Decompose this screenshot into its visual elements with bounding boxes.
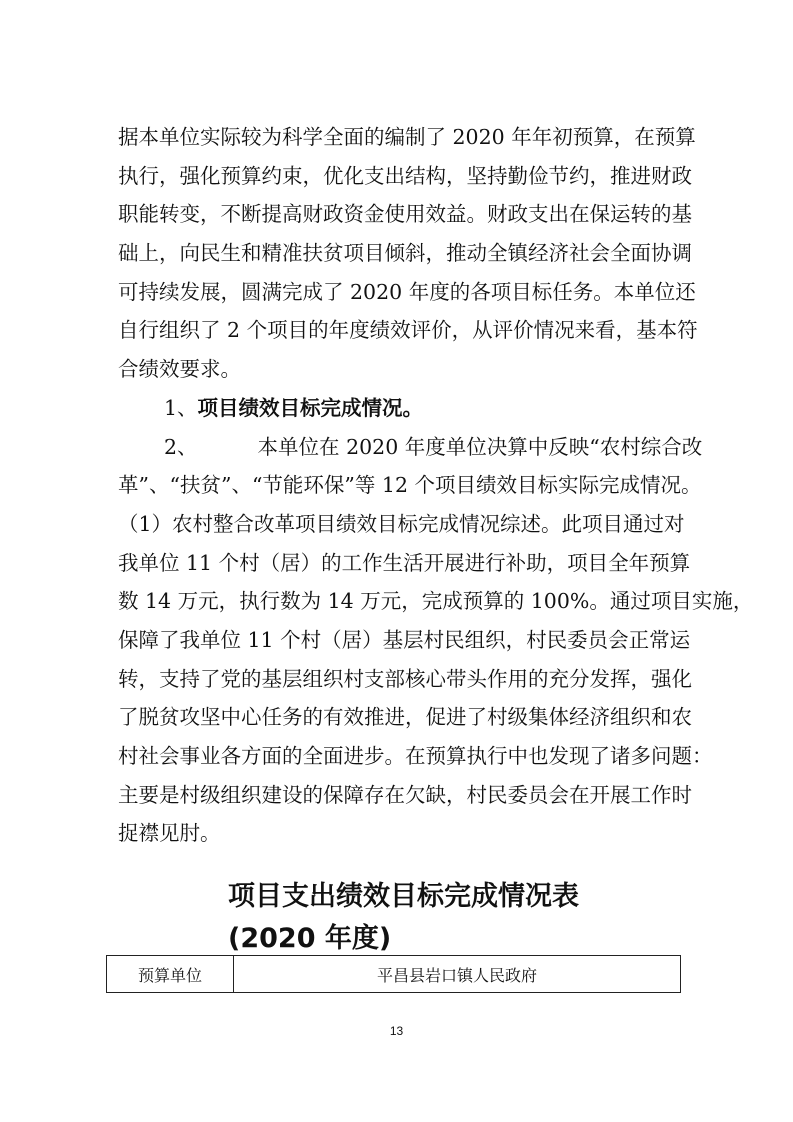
text-line: 据本单位实际较为科学全面的编制了 2020 年年初预算，在预算 [118, 125, 696, 149]
performance-table [106, 955, 681, 993]
body-text [118, 118, 754, 853]
text-line: 自行组织了 2 个项目的年度绩效评价，从评价情况来看，基本符 [118, 318, 698, 343]
text-line: 转，支持了党的基层组织村支部核心带头作用的充分发挥，强化 [118, 666, 692, 691]
text-line: 合绩效要求。 [118, 357, 241, 382]
paragraph-2-first-line [118, 428, 703, 467]
text-line: 本单位在 2020 年度单位决算中反映“农村综合改 [257, 434, 703, 459]
text-line: 数 14 万元，执行数为 14 万元，完成预算的 100%。通过项目实施， [118, 589, 754, 614]
heading-text: 项目绩效目标完成情况。 [197, 395, 424, 420]
table-row [107, 956, 681, 993]
table-value-cell: 平昌县岩口镇人民政府 [234, 956, 681, 993]
text-line: 可持续发展，圆满完成了 2020 年度的各项目标任务。本单位还 [118, 279, 696, 304]
table-subtitle: (2020 年度) [228, 923, 392, 954]
table-label-cell: 预算单位 [107, 956, 234, 993]
text-line: 保障了我单位 11 个村（居）基层村民组织，村民委员会正常运 [118, 627, 691, 652]
text-line: 职能转变，不断提高财政资金使用效益。财政支出在保运转的基 [118, 202, 692, 227]
paragraph-number: 2、 [164, 434, 198, 459]
text-line: 了脱贫攻坚中心任务的有效推进，促进了村级集体经济组织和农 [118, 705, 692, 730]
heading-number: 1、 [164, 395, 198, 420]
text-line: 执行，强化预算约束，优化支出结构，坚持勤俭节约，推进财政 [118, 163, 692, 188]
table-title: 项目支出绩效目标完成情况表 [228, 881, 579, 912]
text-line: 主要是村级组织建设的保障存在欠缺，村民委员会在开展工作时 [118, 782, 692, 807]
text-line: 础上，向民生和精准扶贫项目倾斜，推动全镇经济社会全面协调 [118, 241, 692, 266]
heading-1 [118, 389, 681, 428]
page-number: 13 [389, 1024, 404, 1038]
text-line: 我单位 11 个村（居）的工作生活开展进行补助，项目全年预算 [118, 550, 691, 575]
text-line: （1）农村整合改革项目绩效目标完成情况综述。此项目通过对 [118, 511, 685, 536]
text-line: 捉襟见肘。 [118, 821, 221, 846]
text-line: 革”、“扶贫”、“节能环保”等 12 个项目绩效目标实际完成情况。 [118, 473, 702, 498]
text-line: 村社会事业各方面的全面进步。在预算执行中也发现了诸多问题： [118, 744, 713, 768]
